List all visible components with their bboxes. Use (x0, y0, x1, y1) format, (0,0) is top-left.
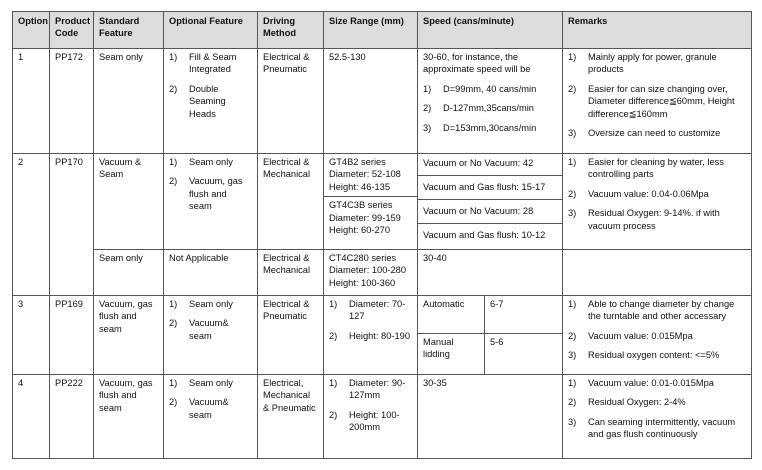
list-item: 1) Fill & Seam Integrated (169, 52, 237, 75)
list-item: 1) Seam only (169, 378, 233, 388)
list-item: 2) D-127mm,35cans/min (423, 103, 534, 114)
list-item: 2) Double Seaming Heads (169, 83, 226, 119)
product-code-cell: PP170 (50, 154, 94, 296)
list-item: 1) Diameter: 70-127 (329, 299, 406, 322)
standard-feature-cell: Seam only (94, 49, 164, 154)
option-cell: 1 (13, 49, 50, 154)
list-item: 3) Residual Oxygen: 9-14%. if with vacuum process (568, 208, 720, 231)
size-diameter: Diameter: 52-108 (329, 169, 401, 180)
speed-line: Vacuum and Gas flush: 10-12 (423, 230, 546, 240)
table-row (13, 375, 752, 459)
remarks-cell (563, 250, 752, 296)
header-option: Option (13, 12, 50, 49)
header-row (13, 12, 752, 49)
product-spec-table (12, 11, 752, 459)
remarks-cell (563, 375, 752, 459)
speed-mode-label: Automatic (418, 296, 485, 334)
size-range-cell: 52.5-130 (324, 49, 418, 154)
size-range-cell (324, 250, 418, 296)
list-item: 3) D=153mm,30cans/min (423, 122, 537, 133)
size-range-cell (324, 375, 418, 459)
list-item: 2) Vacuum value: 0.015Mpa (568, 330, 693, 341)
header-size-range: Size Range (mm) (324, 12, 418, 49)
size-height: Height: 60-270 (329, 225, 390, 236)
header-remarks: Remarks (563, 12, 752, 49)
header-product-code: Product Code (50, 12, 94, 49)
list-item: 1) Seam only (169, 299, 233, 309)
list-item: 1) Diameter: 90-127mm (329, 378, 406, 401)
list-item: 3) Oversize can need to customize (568, 128, 721, 139)
list-item: 2) Height: 100-200mm (329, 409, 400, 433)
product-code-cell: PP222 (50, 375, 94, 459)
option-cell: 2 (13, 154, 50, 296)
list-item: 1) Mainly apply for power, granule products (568, 52, 717, 75)
size-series: CT4C280 series (329, 253, 397, 263)
product-code-cell: PP169 (50, 296, 94, 375)
header-driving-method: Driving Method (258, 12, 324, 49)
table-row (13, 296, 752, 334)
header-standard-feature: Standard Feature (94, 12, 164, 49)
header-optional-feature: Optional Feature (164, 12, 258, 49)
standard-feature-cell: Vacuum & Seam (94, 154, 164, 250)
table-row (13, 250, 752, 296)
speed-mode-value: 6-7 (485, 296, 563, 334)
standard-feature-cell: Vacuum, gas flush and seam (94, 296, 164, 375)
optional-feature-cell (164, 154, 258, 250)
remarks-cell (563, 49, 752, 154)
speed-line: Vacuum and Gas flush: 15-17 (418, 176, 562, 200)
optional-feature-cell: Not Applicable (164, 250, 258, 296)
optional-feature-cell (164, 375, 258, 459)
optional-feature-cell (164, 49, 258, 154)
header-speed: Speed (cans/minute) (418, 12, 563, 49)
speed-line: Vacuum or No Vacuum: 42 (418, 154, 562, 176)
list-item: 2) Vacuum value: 0.04-0.06Mpa (568, 188, 709, 199)
size-diameter: Diameter: 100-280 (329, 265, 406, 276)
speed-line: Vacuum or No Vacuum: 28 (418, 200, 562, 224)
product-code-cell: PP172 (50, 49, 94, 154)
table-row (13, 49, 752, 154)
driving-method-cell: Electrical & Mechanical (258, 154, 324, 250)
size-series: GT4B2 series (329, 157, 386, 167)
option-cell: 3 (13, 296, 50, 375)
speed-cell (418, 154, 563, 250)
spec-document (12, 11, 751, 459)
driving-method-cell: Electrical & Mechanical (258, 250, 324, 296)
option-cell: 4 (13, 375, 50, 459)
size-diameter: Diameter: 99-159 (329, 212, 401, 223)
remarks-cell (563, 154, 752, 250)
size-range-cell (324, 296, 418, 375)
list-item: 2) Vacuum& seam (169, 397, 229, 420)
list-item: 1) Easier for cleaning by water, less controlling parts (568, 157, 724, 180)
size-height: Height: 100-360 (329, 277, 396, 288)
list-item: 2) Height: 80-190 (329, 330, 410, 341)
list-item: 2) Vacuum& seam (169, 318, 229, 341)
size-series: GT4C3B series (329, 200, 393, 211)
driving-method-cell: Electrical & Pneumatic (258, 49, 324, 154)
list-item: 2) Easier for can size changing over, Diameter difference≦60mm, Height difference≦160mm (568, 83, 735, 119)
driving-method-cell: Electrical & Pneumatic (258, 296, 324, 375)
speed-intro: 30-60, for instance, the approximate speed will be (423, 52, 531, 75)
list-item: 2) Vacuum, gas flush and seam (169, 176, 243, 212)
list-item: 3) Residual oxygen content: <=5% (568, 350, 720, 361)
list-item: 3) Can seaming intermittently, vacuum and gas flush continuously (568, 416, 736, 440)
remarks-cell (563, 296, 752, 375)
size-subcell (324, 196, 417, 236)
speed-cell: 30-35 (418, 375, 563, 459)
table-row (13, 154, 752, 250)
standard-feature-cell: Seam only (94, 250, 164, 296)
standard-feature-cell: Vacuum, gas flush and seam (94, 375, 164, 459)
size-height: Height: 46-135 (329, 181, 390, 192)
list-item: 1) D=99mm, 40 cans/min (423, 83, 537, 94)
size-range-cell (324, 154, 418, 250)
list-item: 1) Seam only (169, 157, 233, 167)
speed-cell: 30-40 (418, 250, 563, 296)
list-item: 2) Residual Oxygen: 2-4% (568, 397, 686, 408)
list-item: 1) Able to change diameter by change the turntable and other accessary (568, 299, 735, 322)
speed-cell (418, 49, 563, 154)
driving-method-cell: Electrical, Mechanical & Pneumatic (258, 375, 324, 459)
list-item: 1) Vacuum value: 0.01-0.015Mpa (568, 378, 714, 388)
optional-feature-cell (164, 296, 258, 375)
speed-mode-label: Manual lidding (418, 334, 485, 375)
speed-mode-value: 5-6 (485, 334, 563, 375)
